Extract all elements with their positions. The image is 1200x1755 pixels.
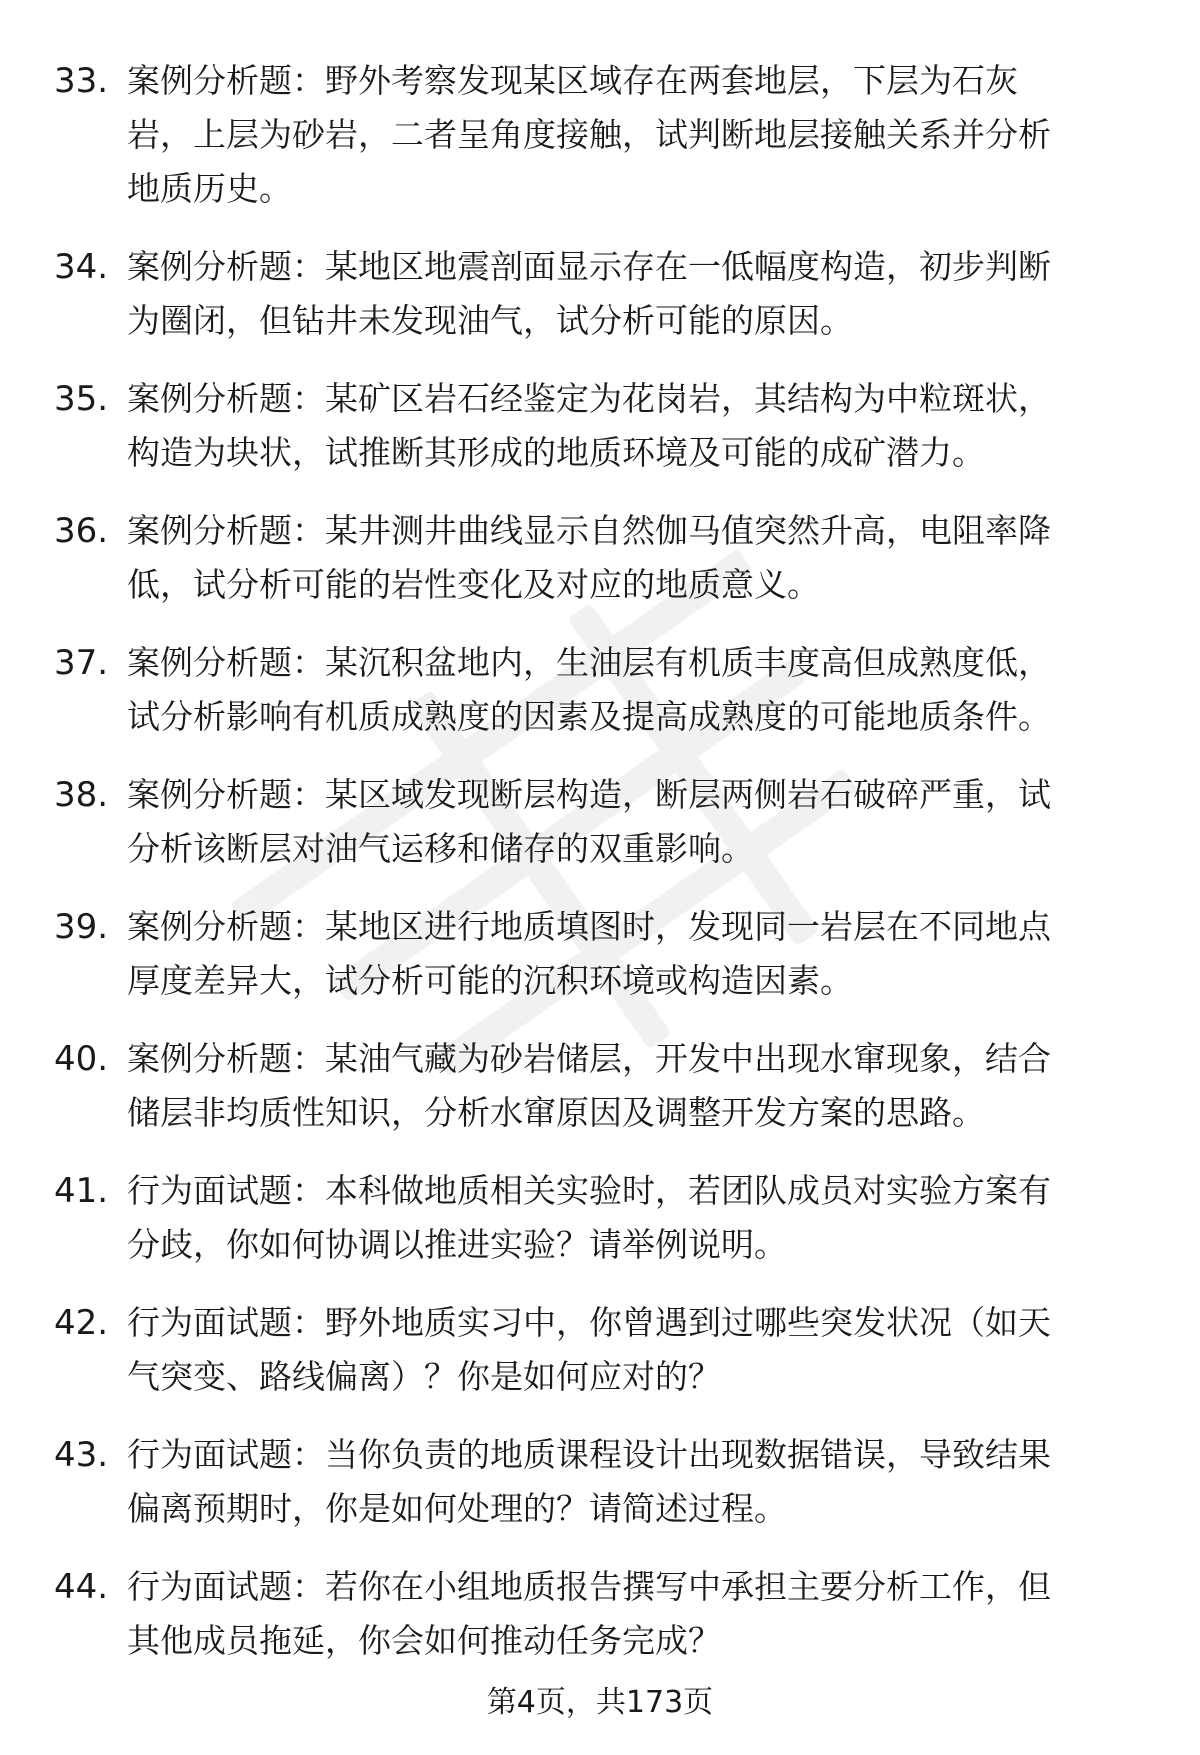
- question-item: [0, 54, 1200, 240]
- question-number: 33.: [54, 61, 109, 101]
- question-text-line: 岩，上层为砂岩，二者呈角度接触，试判断地层接触关系并分析: [127, 115, 1051, 154]
- question-text-line: 其他成员拖延，你会如何推动任务完成？: [127, 1621, 721, 1660]
- question-number: 34.: [54, 247, 109, 287]
- question-text: [127, 1032, 1147, 1140]
- question-number: 38.: [54, 775, 109, 815]
- question-number: 37.: [54, 643, 109, 683]
- question-item: [0, 504, 1200, 636]
- question-number: 36.: [54, 511, 109, 551]
- question-text-line: 行为面试题：当你负责的地质课程设计出现数据错误，导致结果: [127, 1435, 1051, 1474]
- question-text: [127, 1296, 1147, 1404]
- question-list: [0, 54, 1200, 1692]
- question-text-line: 分析该断层对油气运移和储存的双重影响。: [127, 829, 754, 868]
- question-item: [0, 900, 1200, 1032]
- question-text: [127, 1560, 1147, 1668]
- question-text-line: 气突变、路线偏离）？你是如何应对的？: [127, 1357, 721, 1396]
- question-text: [127, 54, 1147, 216]
- question-item: [0, 372, 1200, 504]
- question-text-line: 案例分析题：某地区进行地质填图时，发现同一岩层在不同地点: [127, 907, 1051, 946]
- question-item: [0, 1428, 1200, 1560]
- question-item: [0, 768, 1200, 900]
- question-number: 35.: [54, 379, 109, 419]
- question-text: [127, 636, 1147, 744]
- page-number-label: 第4页，共173页: [486, 1685, 714, 1720]
- question-text-line: 偏离预期时，你是如何处理的？请简述过程。: [127, 1489, 787, 1528]
- question-text: [127, 504, 1147, 612]
- question-item: [0, 1164, 1200, 1296]
- question-text: [127, 900, 1147, 1008]
- question-text-line: 案例分析题：某沉积盆地内，生油层有机质丰度高但成熟度低，: [127, 643, 1051, 682]
- question-number: 44.: [54, 1567, 109, 1607]
- question-text-line: 行为面试题：若你在小组地质报告撰写中承担主要分析工作，但: [127, 1567, 1051, 1606]
- question-item: [0, 1032, 1200, 1164]
- question-number: 39.: [54, 907, 109, 947]
- question-text-line: 案例分析题：某区域发现断层构造，断层两侧岩石破碎严重，试: [127, 775, 1051, 814]
- question-item: [0, 636, 1200, 768]
- page-footer: [0, 1678, 1200, 1728]
- question-number: 40.: [54, 1039, 109, 1079]
- question-number: 43.: [54, 1435, 109, 1475]
- question-text-line: 案例分析题：某油气藏为砂岩储层，开发中出现水窜现象，结合: [127, 1039, 1051, 1078]
- question-item: [0, 240, 1200, 372]
- question-number: 41.: [54, 1171, 109, 1211]
- question-text-line: 构造为块状，试推断其形成的地质环境及可能的成矿潜力。: [127, 433, 985, 472]
- question-text-line: 分歧，你如何协调以推进实验？请举例说明。: [127, 1225, 787, 1264]
- question-text-line: 案例分析题：某地区地震剖面显示存在一低幅度构造，初步判断: [127, 247, 1051, 286]
- question-text: [127, 240, 1147, 348]
- question-text-line: 行为面试题：野外地质实习中，你曾遇到过哪些突发状况（如天: [127, 1303, 1051, 1342]
- question-text-line: 案例分析题：某矿区岩石经鉴定为花岗岩，其结构为中粒斑状，: [127, 379, 1051, 418]
- question-text: [127, 1428, 1147, 1536]
- question-text-line: 厚度差异大，试分析可能的沉积环境或构造因素。: [127, 961, 853, 1000]
- question-text: [127, 768, 1147, 876]
- question-text-line: 试分析影响有机质成熟度的因素及提高成熟度的可能地质条件。: [127, 697, 1051, 736]
- question-item: [0, 1560, 1200, 1692]
- question-text-line: 低，试分析可能的岩性变化及对应的地质意义。: [127, 565, 820, 604]
- question-text-line: 案例分析题：某井测井曲线显示自然伽马值突然升高，电阻率降: [127, 511, 1051, 550]
- question-text-line: 为圈闭，但钻井未发现油气，试分析可能的原因。: [127, 301, 853, 340]
- question-text-line: 储层非均质性知识，分析水窜原因及调整开发方案的思路。: [127, 1093, 985, 1132]
- question-number: 42.: [54, 1303, 109, 1343]
- question-text-line: 地质历史。: [127, 169, 292, 208]
- question-item: [0, 1296, 1200, 1428]
- question-text-line: 行为面试题：本科做地质相关实验时，若团队成员对实验方案有: [127, 1171, 1051, 1210]
- question-text-line: 案例分析题：野外考察发现某区域存在两套地层，下层为石灰: [127, 61, 1018, 100]
- question-text: [127, 372, 1147, 480]
- question-text: [127, 1164, 1147, 1272]
